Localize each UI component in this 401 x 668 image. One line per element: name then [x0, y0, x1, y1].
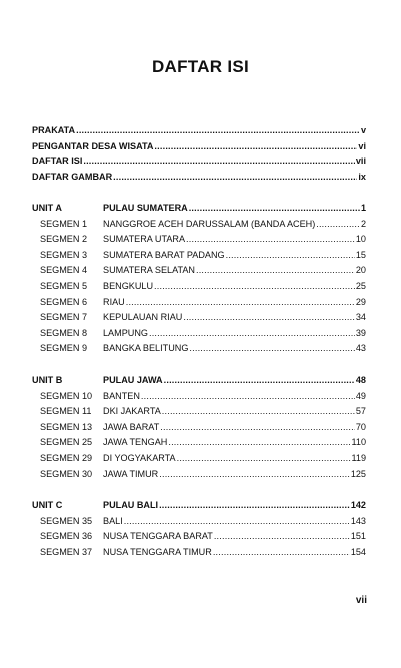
segment-page: 29	[355, 296, 366, 307]
segment-page: 119	[351, 453, 366, 463]
unit-heading[interactable]	[32, 499, 366, 511]
unit-title: PULAU BALI	[103, 500, 159, 510]
segment-page: 110	[351, 437, 366, 448]
segment-page: 15	[355, 249, 366, 260]
segment-entry[interactable]	[32, 390, 366, 402]
segment-entry[interactable]	[32, 421, 366, 433]
segment-entry[interactable]	[32, 436, 366, 448]
segment-page: 10	[355, 234, 366, 245]
toc-entry[interactable]	[32, 124, 366, 136]
segment-label: SEGMEN 6	[40, 296, 87, 307]
segment-entry[interactable]	[32, 327, 366, 339]
segment-entry[interactable]	[32, 249, 366, 261]
segment-title: DI YOGYAKARTA	[103, 453, 176, 463]
dot-leader	[196, 264, 355, 276]
segment-entry[interactable]	[32, 530, 366, 542]
segment-title: JAWA BARAT	[103, 421, 160, 432]
unit-page: 1	[360, 203, 366, 213]
segment-entry[interactable]	[32, 342, 366, 354]
segment-page: 39	[355, 327, 366, 338]
segment-page: 125	[350, 468, 366, 479]
dot-leader	[213, 546, 350, 558]
segment-title: BANGKA BELITUNG	[103, 343, 189, 354]
toc-entry[interactable]	[32, 171, 366, 183]
segment-title: JAWA TENGAH	[103, 437, 168, 448]
segment-page: 43	[355, 343, 366, 354]
toc-entry[interactable]	[32, 155, 366, 167]
dot-leader	[154, 140, 357, 152]
segment-label: SEGMEN 11	[40, 406, 92, 417]
segment-title: DKI JAKARTA	[103, 406, 161, 417]
unit-heading[interactable]	[32, 202, 366, 214]
segment-page: 2	[360, 218, 366, 229]
segment-label: SEGMEN 37	[40, 546, 93, 557]
segment-title: NUSA TENGGARA TIMUR	[103, 546, 212, 557]
segment-title: BENGKULU	[103, 281, 154, 291]
dot-leader	[183, 311, 355, 323]
dot-leader	[113, 171, 357, 183]
unit-title: PULAU JAWA	[103, 375, 163, 385]
dot-leader	[141, 390, 355, 402]
segment-title: KEPULAUAN RIAU	[103, 312, 183, 323]
entry-label: PRAKATA	[32, 125, 76, 135]
segment-label: SEGMEN 9	[40, 343, 87, 354]
segment-title: SUMATERA UTARA	[103, 234, 186, 245]
unit-label: UNIT C	[32, 500, 63, 510]
dot-leader	[168, 436, 350, 448]
dot-leader	[214, 530, 350, 542]
segment-page: 49	[355, 390, 366, 401]
segment-label: SEGMEN 29	[40, 453, 93, 463]
segment-label: SEGMEN 36	[40, 531, 93, 542]
dot-leader	[76, 124, 360, 136]
segment-title: LAMPUNG	[103, 327, 148, 338]
entry-label: DAFTAR GAMBAR	[32, 171, 113, 182]
segment-title: BALI	[103, 515, 123, 526]
dot-leader	[149, 327, 355, 339]
segment-page: 154	[350, 546, 366, 557]
unit-label: UNIT B	[32, 375, 63, 385]
segment-page: 143	[350, 515, 366, 526]
entry-page: vi	[358, 140, 366, 151]
segment-label: SEGMEN 13	[40, 421, 93, 432]
page-title: DAFTAR ISI	[151, 57, 250, 76]
segment-title: NANGGROE ACEH DARUSSALAM (BANDA ACEH)	[103, 218, 316, 229]
dot-leader	[83, 155, 355, 167]
segment-label: SEGMEN 2	[40, 234, 87, 245]
segment-page: 34	[355, 312, 366, 323]
segment-label: SEGMEN 1	[40, 218, 87, 229]
segment-label: SEGMEN 30	[40, 468, 93, 479]
dot-leader	[226, 249, 355, 261]
entry-page: vii	[355, 156, 366, 167]
dot-leader	[189, 342, 354, 354]
segment-page: 20	[355, 265, 366, 276]
segment-label: SEGMEN 3	[40, 249, 87, 260]
segment-label: SEGMEN 8	[40, 327, 87, 338]
entry-page: ix	[358, 171, 366, 182]
segment-page: 57	[355, 406, 366, 417]
segment-entry[interactable]	[32, 405, 366, 417]
unit-label: UNIT A	[32, 203, 62, 213]
unit-heading[interactable]	[32, 374, 366, 386]
unit-page: 142	[350, 500, 366, 510]
segment-label: SEGMEN 25	[40, 437, 93, 448]
page-number: vii	[355, 595, 367, 606]
dot-leader	[159, 499, 350, 511]
segment-entry[interactable]	[32, 233, 366, 245]
unit-title: PULAU SUMATERA	[103, 203, 188, 213]
segment-entry[interactable]	[32, 546, 366, 558]
entry-label: PENGANTAR DESA WISATA	[32, 140, 154, 151]
toc-entry[interactable]	[32, 140, 366, 152]
dot-leader	[126, 296, 355, 308]
dot-leader	[154, 280, 355, 292]
dot-leader	[186, 233, 355, 245]
entry-page: v	[360, 125, 366, 135]
unit-page: 48	[355, 375, 366, 385]
dot-leader	[124, 515, 350, 527]
segment-title: SUMATERA BARAT PADANG	[103, 249, 225, 260]
segment-entry[interactable]	[32, 218, 366, 230]
dot-leader	[189, 202, 360, 214]
segment-page: 25	[355, 281, 366, 291]
segment-entry[interactable]	[32, 280, 366, 292]
segment-title: RIAU	[103, 296, 125, 307]
segment-entry[interactable]	[32, 264, 366, 276]
dot-leader	[316, 218, 360, 230]
segment-label: SEGMEN 10	[40, 390, 93, 401]
segment-entry[interactable]	[32, 452, 366, 464]
segment-page: 151	[350, 531, 366, 542]
segment-title: NUSA TENGGARA BARAT	[103, 531, 213, 542]
dot-leader	[160, 421, 355, 433]
segment-label: SEGMEN 35	[40, 515, 93, 526]
segment-title: SUMATERA SELATAN	[103, 265, 195, 276]
segment-entry[interactable]	[32, 515, 366, 527]
segment-entry[interactable]	[32, 468, 366, 480]
segment-label: SEGMEN 7	[40, 312, 87, 323]
dot-leader	[177, 452, 351, 464]
segment-label: SEGMEN 5	[40, 281, 87, 291]
segment-title: JAWA TIMUR	[103, 468, 159, 479]
dot-leader	[164, 374, 355, 386]
segment-title: BANTEN	[103, 390, 140, 401]
entry-label: DAFTAR ISI	[32, 156, 83, 167]
segment-label: SEGMEN 4	[40, 265, 87, 276]
dot-leader	[159, 468, 350, 480]
dot-leader	[162, 405, 355, 417]
segment-entry[interactable]	[32, 311, 366, 323]
segment-entry[interactable]	[32, 296, 366, 308]
segment-page: 70	[355, 421, 366, 432]
